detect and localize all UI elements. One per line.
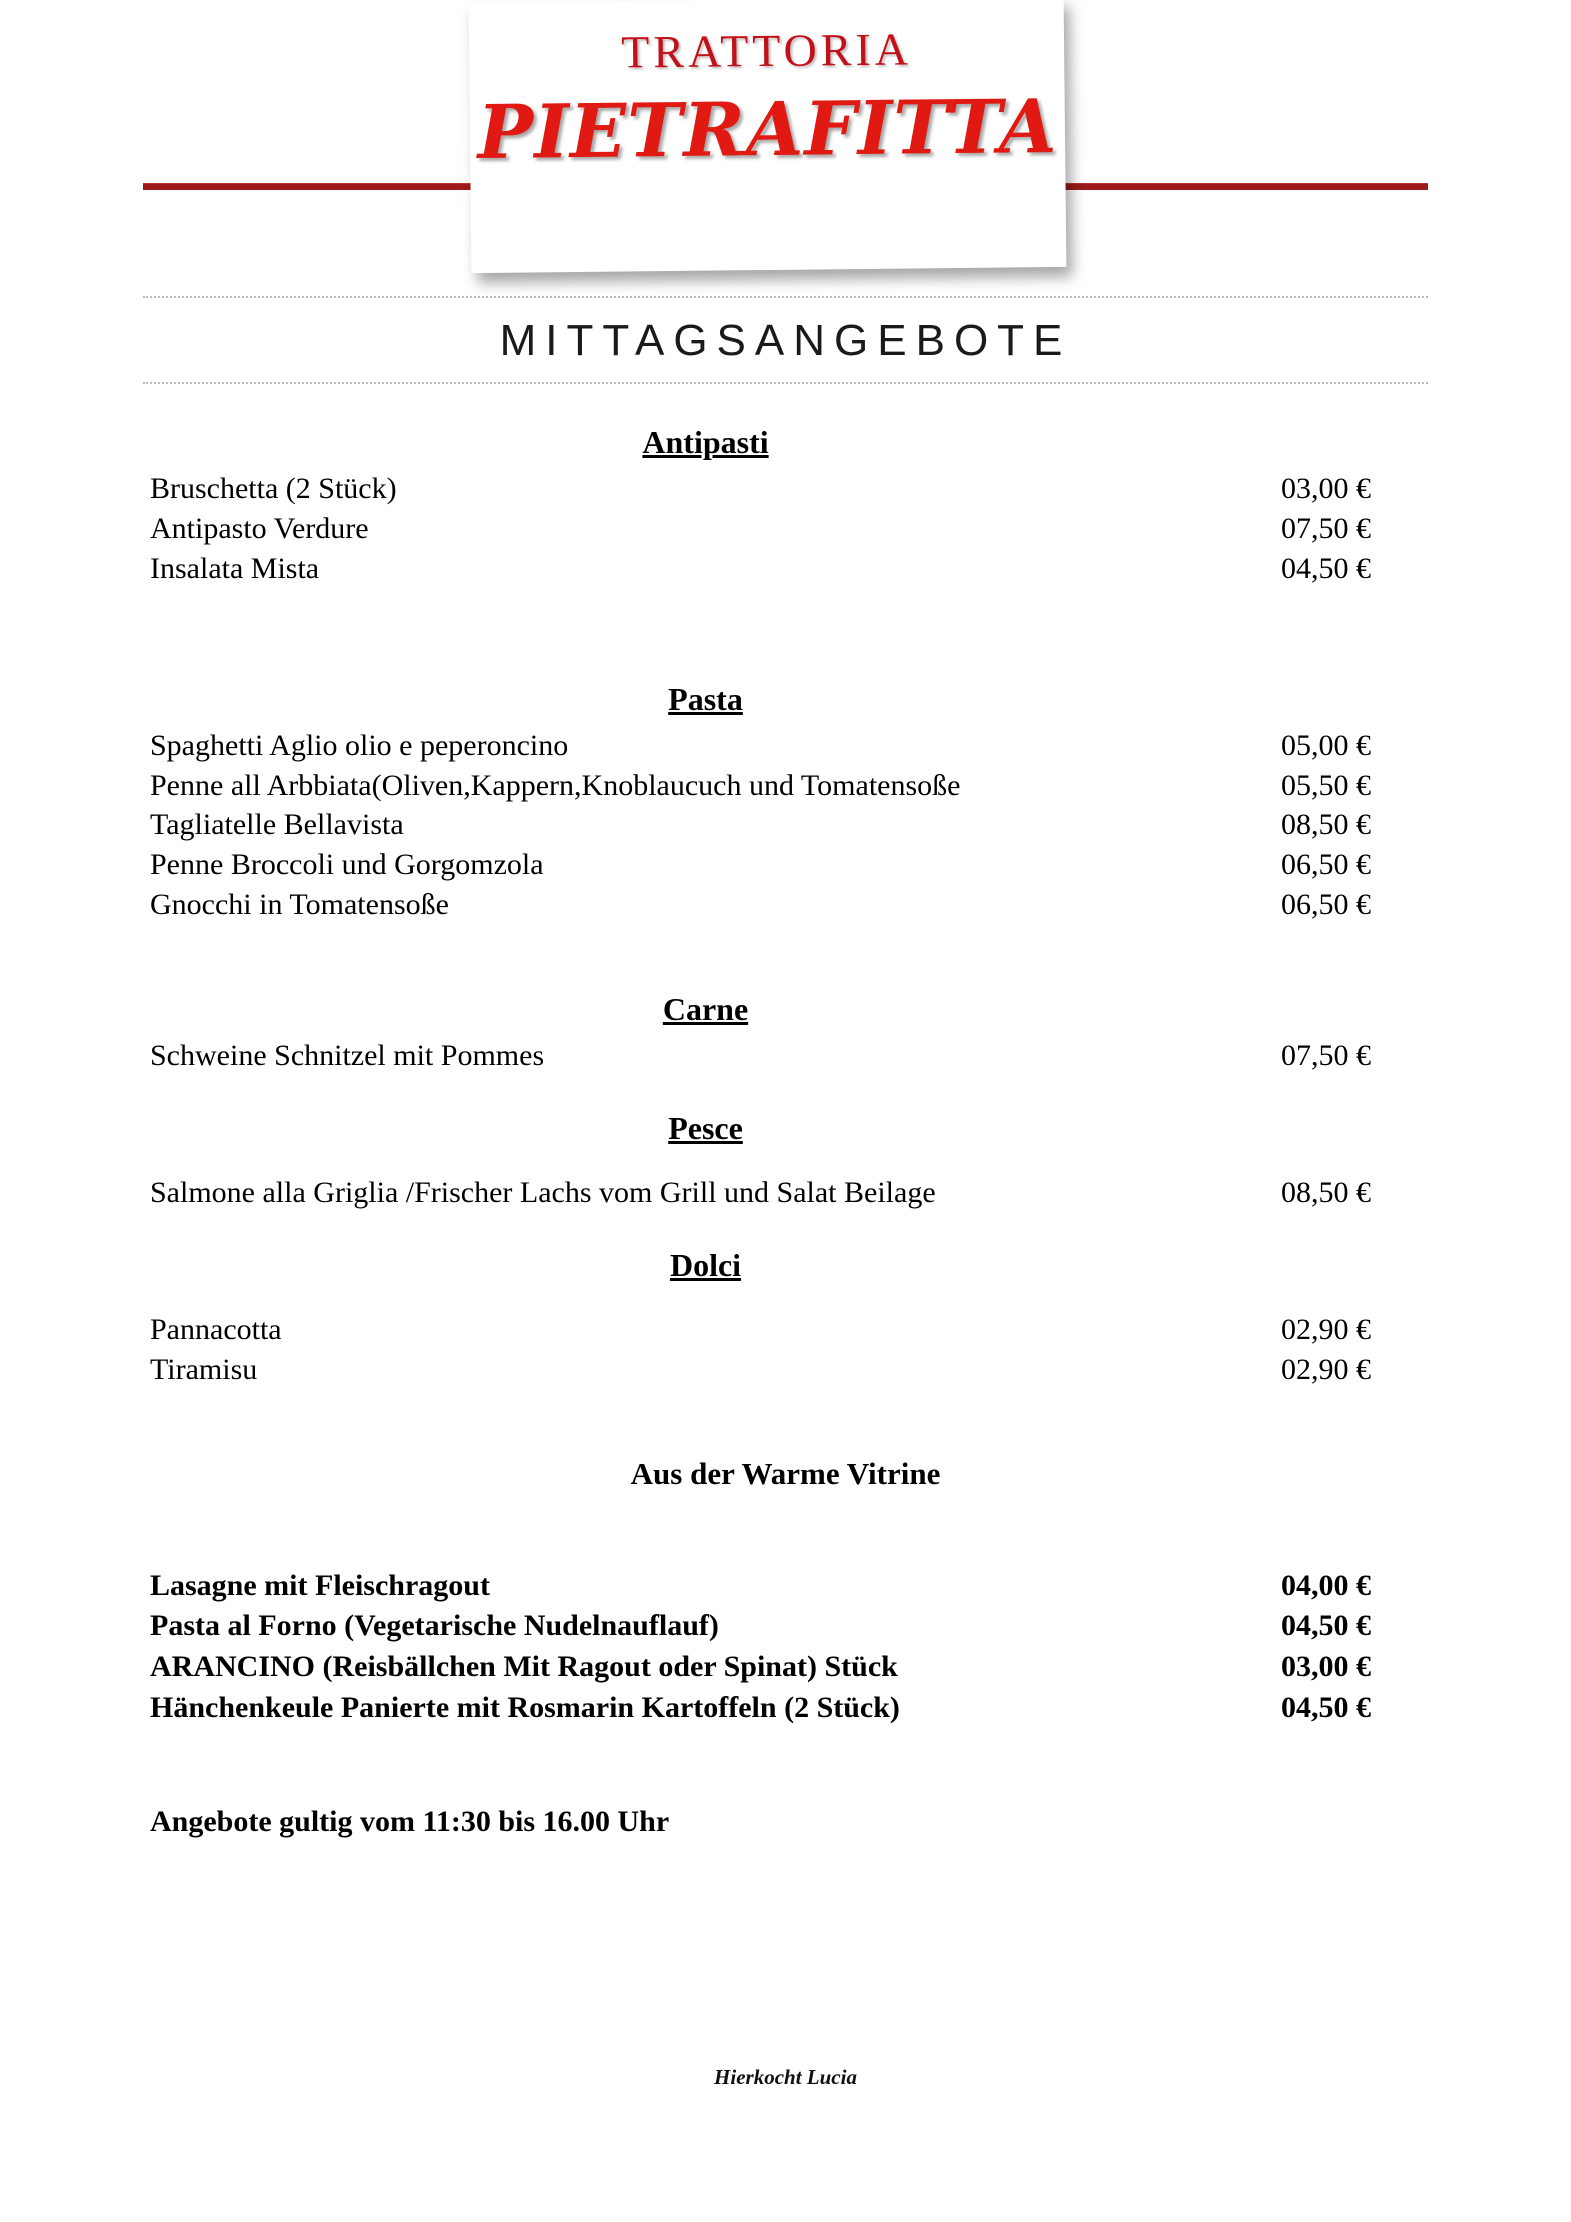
section-gap (150, 925, 1421, 991)
logo-main-text: PIETRAFITTA (477, 83, 1058, 177)
section-gap (150, 1390, 1421, 1456)
menu-item-name: Salmone alla Griglia /Frischer Lachs vom Grill und Salat Beilage (150, 1176, 936, 1210)
menu-item-row (150, 805, 1421, 845)
menu-item-price: 04,50 € (1281, 1609, 1371, 1643)
menu-item-name: Insalata Mista (150, 551, 320, 585)
section-gap (150, 1076, 1421, 1110)
menu-item-name: Pannacotta (150, 1312, 282, 1346)
menu-section-dolci (150, 1247, 1421, 1390)
menu-section-pasta (150, 681, 1421, 925)
menu-item-name: ARANCINO (Reisbällchen Mit Ragout oder Spinat) Stück (150, 1650, 898, 1684)
title-gap (150, 1292, 1421, 1310)
menu-item-price: 04,50 € (1281, 1691, 1371, 1725)
title-band (143, 290, 1428, 384)
menu-section-carne (150, 991, 1421, 1076)
title-gap (150, 1155, 1421, 1173)
logo-top-text: TRATTORIA (620, 23, 913, 78)
menu-item-name: Spaghetti Aglio olio e peperoncino (150, 728, 569, 762)
menu-sections (150, 384, 1421, 1839)
menu-item-row (150, 726, 1421, 766)
page-header (0, 0, 1571, 290)
section-title: Dolci (669, 1246, 742, 1283)
menu-item-name: Gnocchi in Tomatensoße (150, 888, 449, 922)
restaurant-logo (469, 0, 1067, 273)
menu-section-pesce (150, 1110, 1421, 1213)
menu-item-price: 08,50 € (1281, 808, 1371, 842)
menu-item-name: Tagliatelle Bellavista (150, 808, 404, 842)
menu-item-row (150, 1310, 1421, 1350)
menu-item-row (150, 766, 1421, 806)
menu-item-name: Antipasto Verdure (150, 511, 369, 545)
menu-item-price: 03,00 € (1281, 472, 1371, 505)
menu-item-row (150, 469, 1421, 509)
section-title: Aus der Warme Vitrine (630, 1455, 941, 1491)
menu-item-price: 05,00 € (1281, 728, 1371, 762)
menu-item-row (150, 549, 1421, 589)
menu-section-antipasti (150, 424, 1421, 589)
menu-item-price: 02,90 € (1281, 1312, 1371, 1346)
dotted-divider-bottom (143, 382, 1428, 384)
menu-item-name: Hänchenkeule Panierte mit Rosmarin Kartoffeln (2 Stück) (150, 1691, 900, 1725)
menu-item-row (150, 1036, 1421, 1076)
menu-item-row (150, 1566, 1421, 1607)
footer-credit: Hierkocht Lucia (714, 2065, 857, 2089)
menu-item-name: Tiramisu (150, 1352, 258, 1386)
menu-item-row (150, 509, 1421, 549)
menu-item-row (150, 1688, 1421, 1729)
menu-item-name: Penne all Arbbiata(Oliven,Kappern,Knoblaucuch und Tomatensoße (150, 768, 961, 802)
section-gap (150, 589, 1421, 681)
menu-item-price: 05,50 € (1281, 768, 1371, 802)
menu-item-price: 04,50 € (1281, 551, 1371, 585)
menu-item-row (150, 1350, 1421, 1390)
menu-item-row (150, 1606, 1421, 1647)
menu-item-price: 07,50 € (1281, 1039, 1371, 1073)
menu-item-price: 04,00 € (1281, 1568, 1371, 1602)
menu-item-row (150, 1647, 1421, 1688)
section-title: Pesce (668, 1110, 743, 1147)
menu-item-name: Pasta al Forno (Vegetarische Nudelnauflauf) (150, 1609, 719, 1643)
menu-item-price: 07,50 € (1281, 511, 1371, 545)
title-gap (150, 1500, 1421, 1566)
menu-item-row (150, 1173, 1421, 1213)
section-title: Pasta (668, 680, 743, 717)
menu-item-price: 06,50 € (1281, 888, 1371, 922)
section-title: Antipasti (642, 424, 769, 460)
menu-item-name: Penne Broccoli und Gorgomzola (150, 848, 544, 882)
menu-item-row (150, 845, 1421, 885)
menu-item-price: 02,90 € (1281, 1352, 1371, 1386)
section-title: Carne (662, 991, 749, 1028)
section-gap (150, 1213, 1421, 1247)
menu-item-name: Lasagne mit Fleischragout (150, 1568, 490, 1602)
menu-section-warme-vitrine (150, 1456, 1421, 1729)
validity-note: Angebote gultig vom 11:30 bis 16.00 Uhr (150, 1804, 670, 1838)
menu-item-name: Bruschetta (2 Stück) (150, 472, 397, 505)
menu-item-price: 06,50 € (1281, 848, 1371, 882)
menu-item-price: 08,50 € (1281, 1176, 1371, 1210)
menu-item-row (150, 885, 1421, 925)
page-title: MITTAGSANGEBOTE (499, 316, 1072, 365)
menu-item-price: 03,00 € (1281, 1650, 1371, 1684)
menu-item-name: Schweine Schnitzel mit Pommes (150, 1039, 545, 1073)
